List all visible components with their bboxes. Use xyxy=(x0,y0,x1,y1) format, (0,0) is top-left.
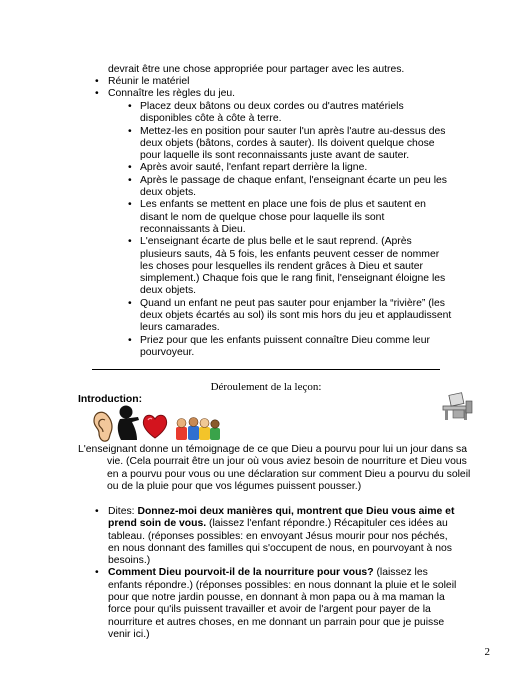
materials-list xyxy=(95,76,455,101)
item-text: Réunir le matériel xyxy=(108,76,190,87)
rule-text: L'enseignant écarte de plus belle et le saut reprend. (Après plusieurs sauts, 4à 5 fois, les enfants peuvent cesser de nommer les choses pour lesquelles ils rendent grâces à Dieu et sauter simplement.) Chaque fois que le rang finit, l'enseignant éloigne les deux objets. xyxy=(140,236,446,297)
section-divider xyxy=(92,369,440,370)
continued-text: devrait être une chose appropriée pour partager avec les autres. xyxy=(108,64,405,75)
list-item xyxy=(122,199,454,236)
rule-text: Placez deux bâtons ou deux cordes ou d'autres matériels disponibles côte à côte à terre. xyxy=(140,101,404,125)
list-item xyxy=(122,175,454,200)
question-item xyxy=(95,506,459,567)
rule-text: Les enfants se mettent en place une fois de plus et sautent en disant le nom de quelque chose pour laquelle ils sont reconnaissants à Dieu. xyxy=(140,199,426,235)
list-item xyxy=(122,298,454,335)
question-text: Donnez-moi deux manières qui, montrent que Dieu vous aime et prend soin de vous. xyxy=(108,506,455,530)
list-item xyxy=(122,101,454,126)
heart-icon xyxy=(141,413,169,440)
intro-label: Introduction: xyxy=(78,394,143,405)
question-answer: (laissez les enfants répondre.) (réponses possibles: en nous donnant la pluie et le soleil pour que notre jardin pousse, en donnant à mon papa ou à ma maman la force pour qu'ils puissent travailler et avoir de l'argent pour payer de la nourriture et autres choses, en me donnant un parrain pour que je puisse venir ici.) xyxy=(108,567,457,640)
list-item xyxy=(122,162,454,174)
question-answer: (laissez l'enfant répondre.) Récapituler ces idées au tableau. (réponses possibles: en envoyant Jésus mourir pour nos péchés, en nous donnant des familles qui s'occupent de nous, en pourvoyant à nos besoins.) xyxy=(108,518,452,567)
rule-text: Après avoir sauté, l'enfant repart derrière la ligne. xyxy=(140,162,368,174)
questions-list xyxy=(95,506,459,641)
item-text: Connaître les règles du jeu. xyxy=(108,88,236,100)
teacher-desk-icon xyxy=(440,390,474,422)
rule-text: Après le passage de chaque enfant, l'enseignant écarte un peu les deux objets. xyxy=(140,174,447,199)
rule-text: Priez pour que les enfants puissent connaître Dieu comme leur pourvoyeur. xyxy=(140,334,430,358)
rule-text: Quand un enfant ne peut pas sauter pour enjamber la “rivière” (les deux objets écartés au sol) ils sont mis hors du jeu et applaudissent leurs camarades. xyxy=(140,297,452,334)
list-item xyxy=(122,236,454,297)
list-item xyxy=(122,126,454,163)
ear-icon xyxy=(90,410,114,444)
intro-paragraph: L'enseignant donne un témoignage de ce que Dieu a pourvu pour lui un jour dans sa vie. (Cela pourrait être un jour où vous aviez besoin de nourriture et Dieu vous en a pourvu pour vous ou une déclaration sur comment Dieu a pourvu du soleil ou de la pluie pour que vos légumes puissent pousser.) xyxy=(78,444,471,492)
list-item xyxy=(95,88,455,100)
page-number: 2 xyxy=(484,646,490,658)
lesson-heading: Déroulement de la leçon: xyxy=(210,381,322,393)
question-prefix: Dites: xyxy=(108,506,138,517)
rules-list xyxy=(122,101,454,359)
list-item xyxy=(122,335,454,360)
list-item xyxy=(95,76,455,88)
praying-person-icon xyxy=(115,404,143,442)
rule-text: Mettez-les en position pour sauter l'un après l'autre au-dessus des deux objets (bâtons, cordes à sauter). Ils doivent quelque chose pour laquelle ils sont reconnaissants juste avant de sauter. xyxy=(140,125,446,162)
children-group-icon xyxy=(174,416,222,442)
question-item xyxy=(95,567,459,641)
question-text: Comment Dieu pourvoit-il de la nourriture pour vous? xyxy=(108,567,374,579)
